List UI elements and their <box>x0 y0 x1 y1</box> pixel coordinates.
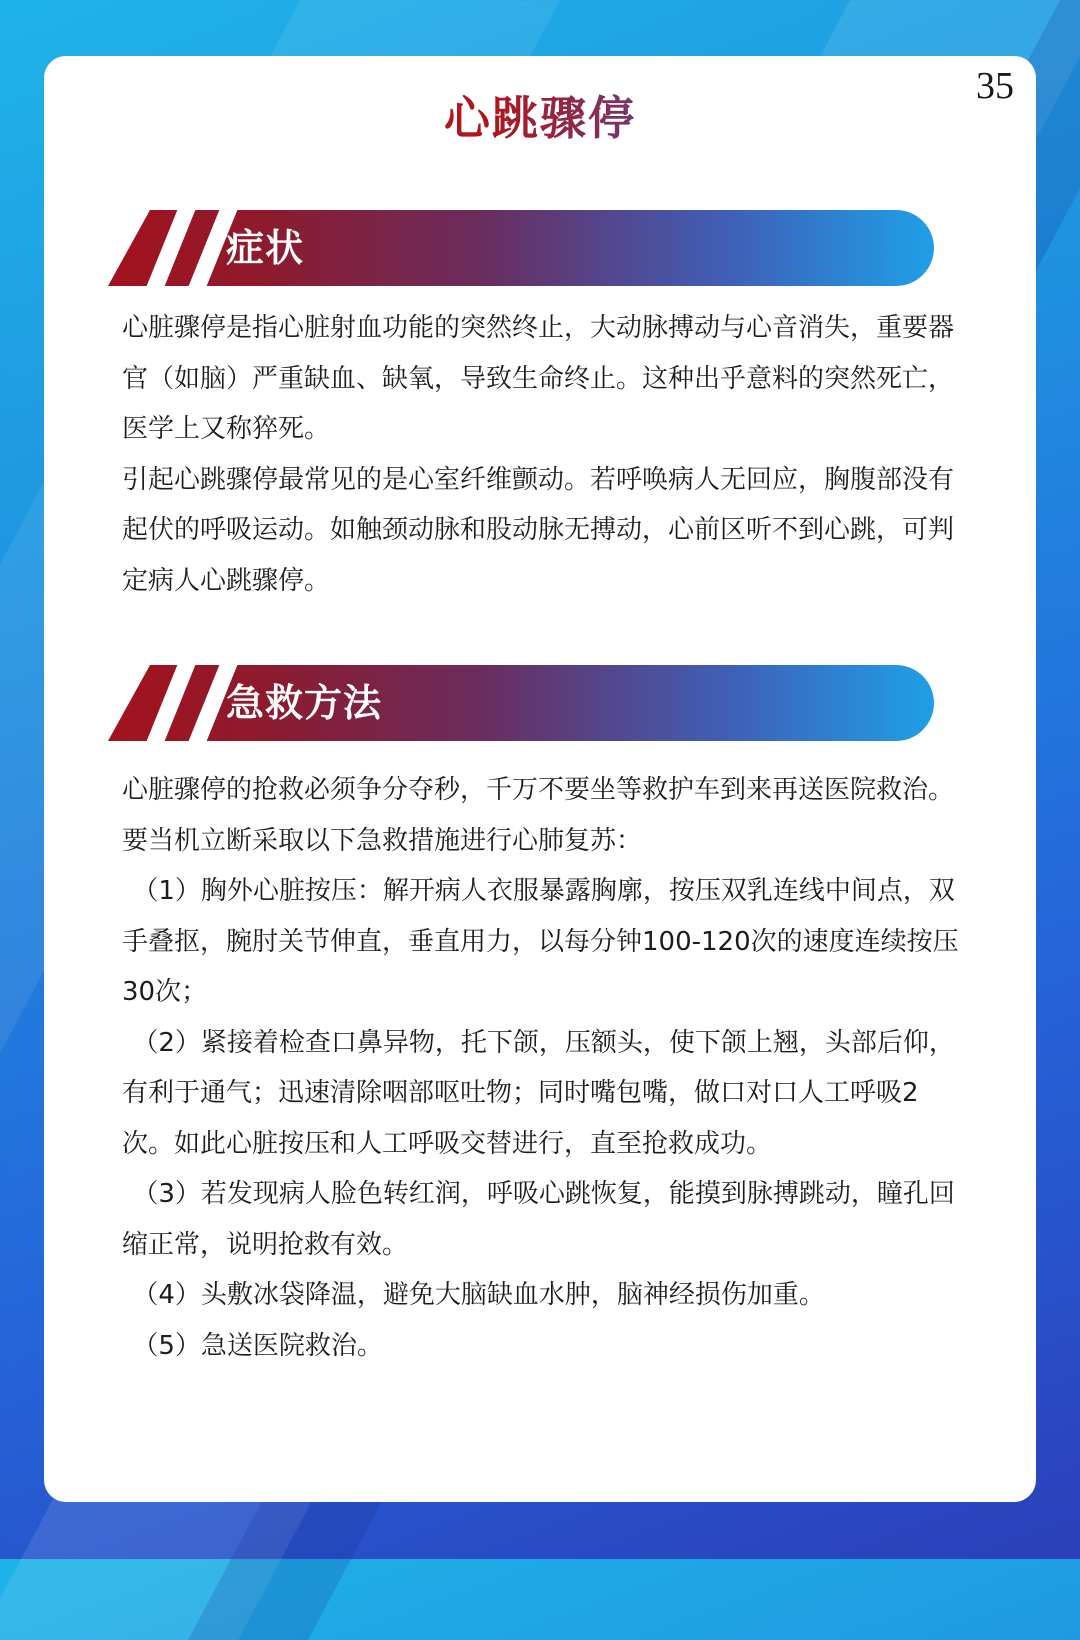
list-item: （1）胸外心脏按压：解开病人衣服暴露胸廓，按压双乳连线中间点，双手叠抠，腕肘关节伸直，垂直用力，以每分钟100-120次的速度连续按压30次； <box>122 876 959 1007</box>
section-heading: 症状 <box>226 226 305 270</box>
paragraph: 心脏骤停的抢救必须争分夺秒，千万不要坐等救护车到来再送医院救治。要当机立断采取以下急救措施进行心肺复苏： <box>122 775 955 856</box>
content-card <box>44 56 1036 1502</box>
section-heading: 急救方法 <box>226 681 383 725</box>
page-title: 心跳骤停 <box>44 82 1036 148</box>
list-item: （4）头敷冰袋降温，避免大脑缺血水肿，脑神经损伤加重。 <box>132 1280 825 1310</box>
section-header-symptoms <box>108 210 934 286</box>
paragraph: 心脏骤停是指心脏射血功能的突然终止，大动脉搏动与心音消失，重要器官（如脑）严重缺血、缺氧，导致生命终止。这种出乎意料的突然死亡，医学上又称猝死。 <box>122 313 955 444</box>
section-body-symptoms <box>122 303 964 606</box>
list-item: （5）急送医院救治。 <box>132 1330 383 1361</box>
section-header-first-aid <box>108 665 934 741</box>
list-item: （2）紧接着检查口鼻异物，托下颌，压额头，使下颌上翘，头部后仰，有利于通气；迅速清除咽部呕吐物；同时嘴包嘴，做口对口人工呼吸2次。如此心脏按压和人工呼吸交替进行，直至抢救成功。 <box>122 1027 955 1159</box>
list-item: （3）若发现病人脸色转红润，呼吸心跳恢复，能摸到脉搏跳动，瞳孔回缩正常，说明抢救有效。 <box>122 1179 955 1260</box>
section-body-first-aid <box>122 765 964 1371</box>
paragraph: 引起心跳骤停最常见的是心室纤维颤动。若呼唤病人无回应，胸腹部没有起伏的呼吸运动。如触颈动脉和股动脉无搏动，心前区听不到心跳，可判定病人心跳骤停。 <box>122 464 955 596</box>
